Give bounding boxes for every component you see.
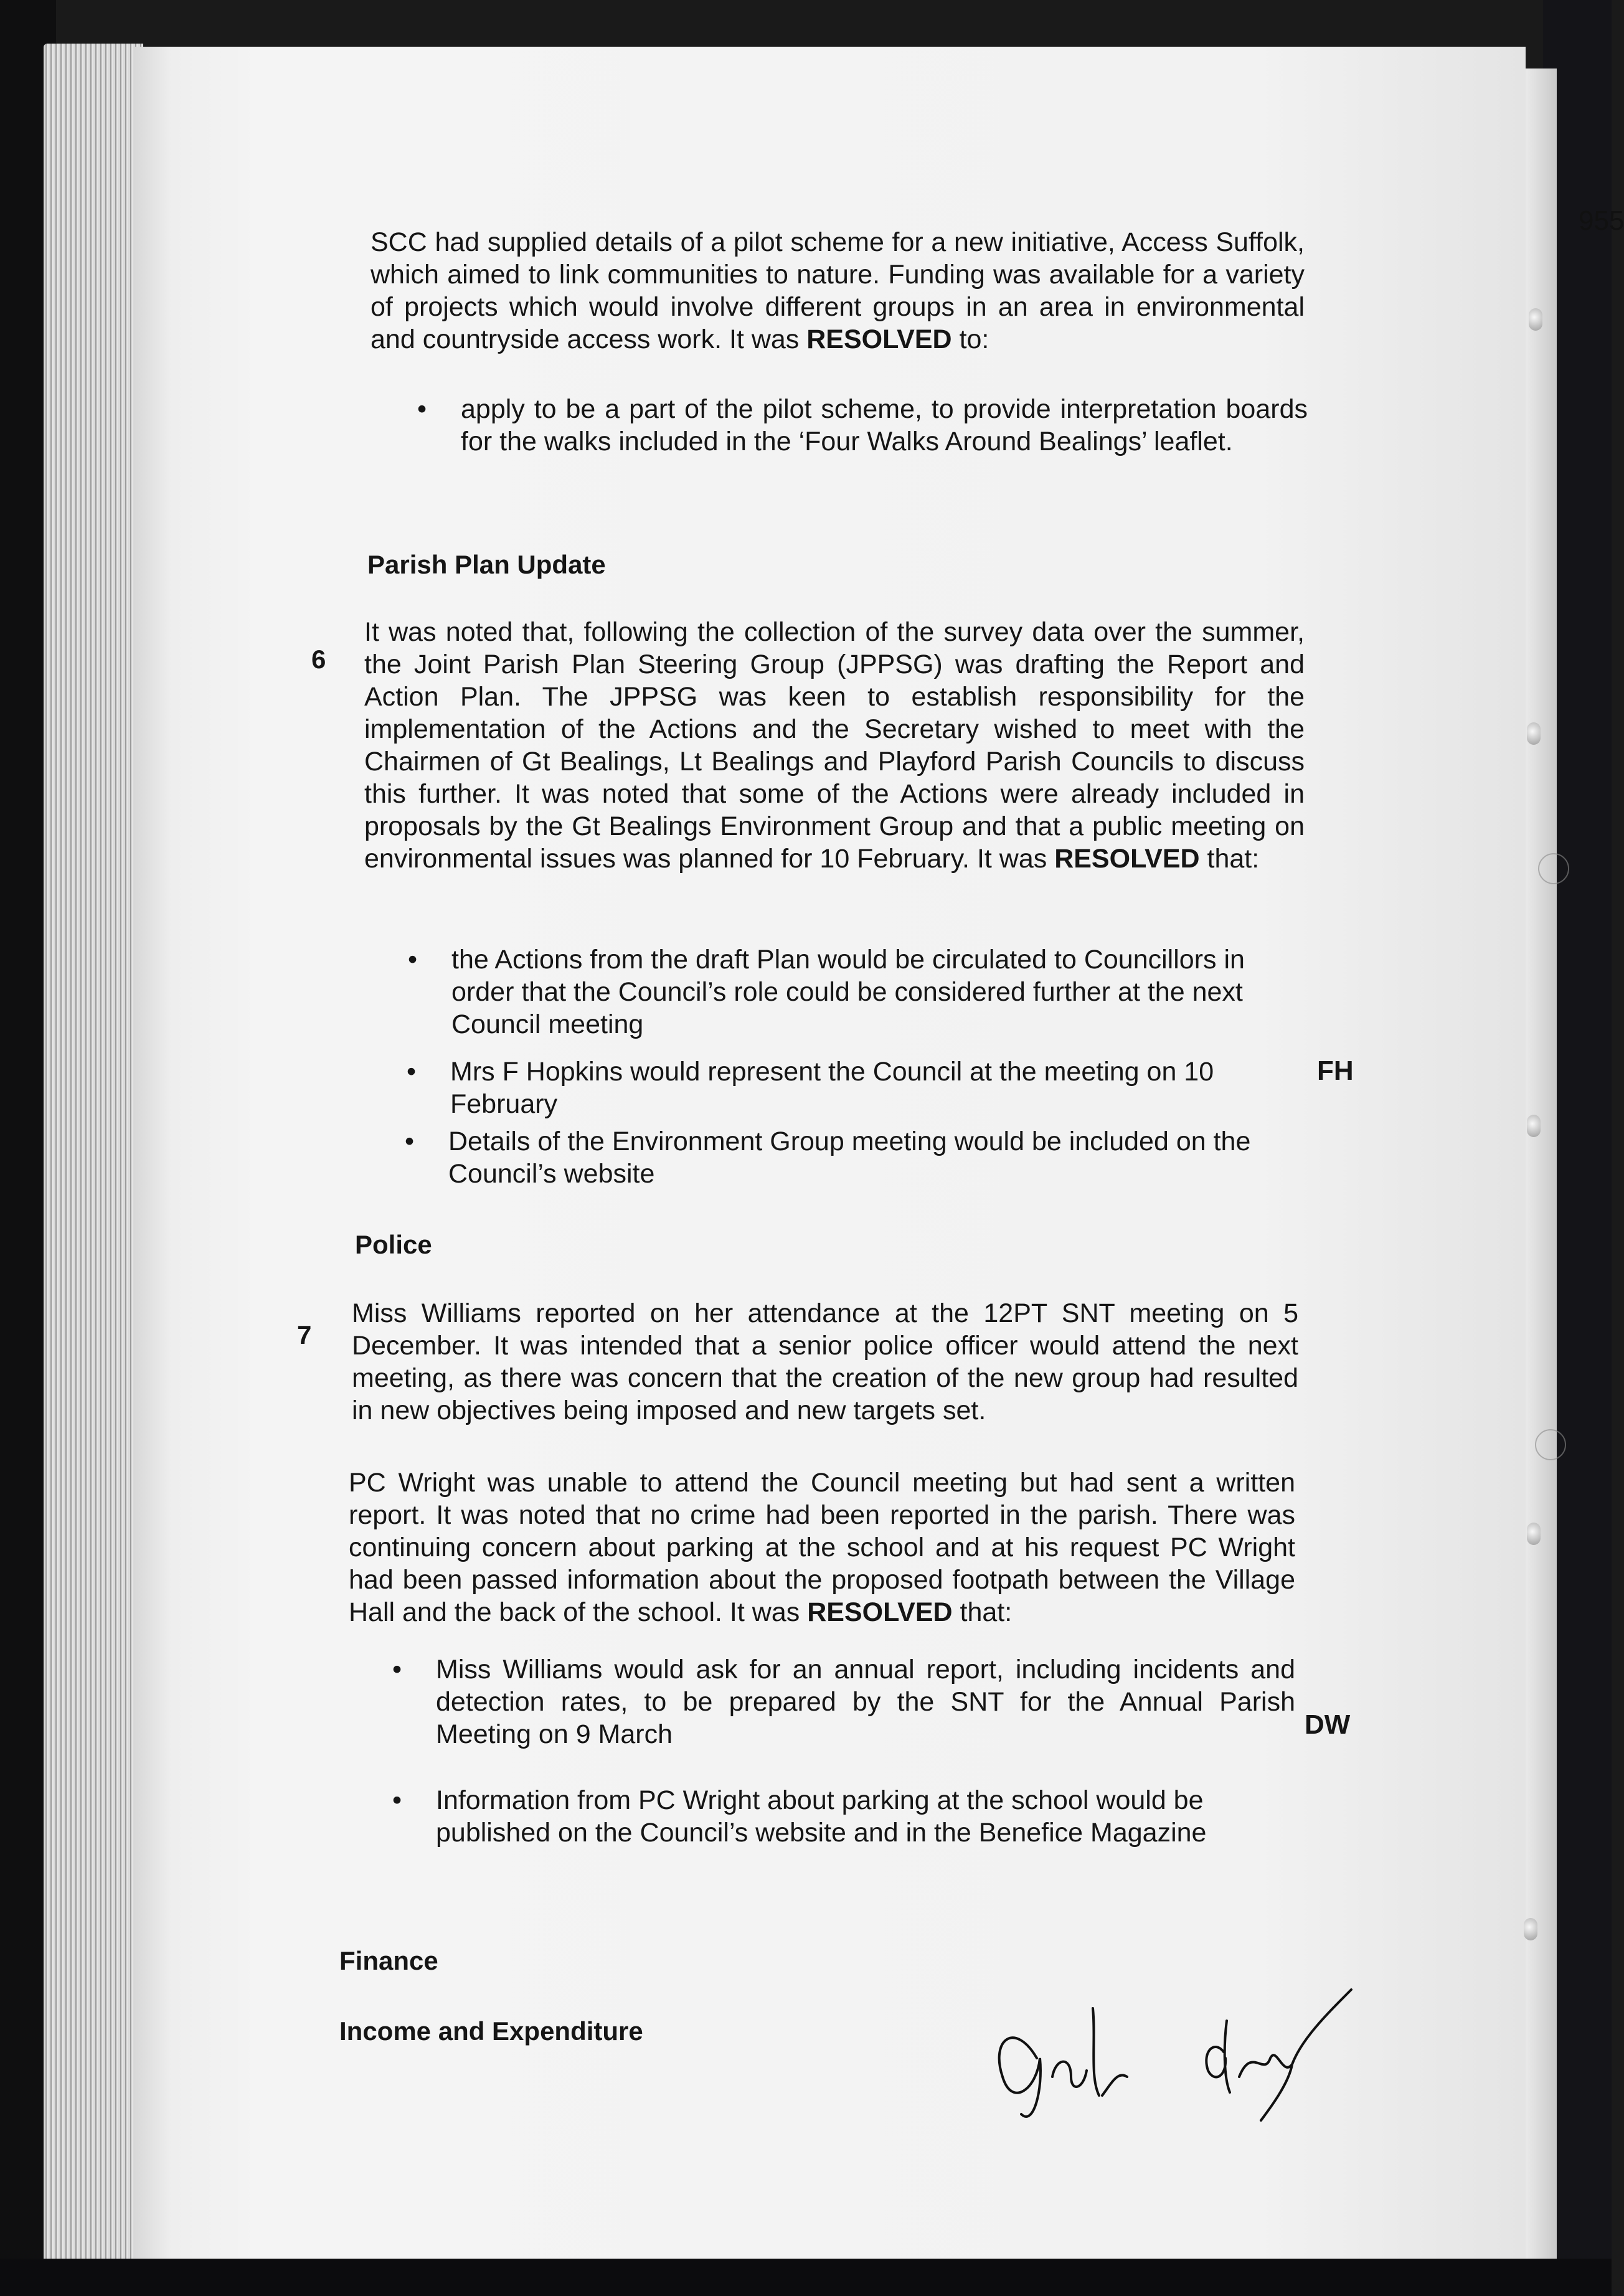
police-paragraph-2	[349, 1467, 1295, 1628]
parish-plan-item-number: 6	[311, 645, 326, 674]
police-resolved-word: RESOLVED	[807, 1597, 953, 1627]
document-page	[134, 47, 1624, 2282]
parish-plan-resolved-word: RESOLVED	[1054, 844, 1200, 874]
parish-plan-text: It was noted that, following the collection of the survey data over the summer, the Joint Parish Plan Steering Group (JPPSG) was drafting the Report and Action Plan. The JPPSG was keen to establish responsibility for the implementation of the Actions and the Secretary wished to meet with the Chairmen of Gt Bealings, Lt Bealings and Playford Parish Councils to discuss this further. It was noted that some of the Actions were already included in proposals by the Gt Bealings Environment Group and that a public meeting on environmental issues was planned for 10 February. It was	[364, 617, 1305, 874]
parish-plan-bullet-3: • Details of the Environment Group meeting would be included on the Council’s website	[448, 1125, 1308, 1190]
binder-ring	[1535, 1429, 1566, 1460]
parish-plan-bullet-1: • the Actions from the draft Plan would be circulated to Councillors in order that the Council’s role could be considered further at the next Council meeting	[451, 943, 1311, 1041]
intro-paragraph	[371, 226, 1305, 356]
binder-bottom-edge	[0, 2259, 1612, 2296]
finance-heading: Finance	[339, 1946, 438, 1975]
income-expenditure-heading: Income and Expenditure	[339, 2016, 643, 2046]
binder-hole	[1527, 1115, 1541, 1137]
police-heading: Police	[355, 1230, 432, 1259]
intro-resolved-tail: to:	[959, 324, 989, 354]
intro-text: SCC had supplied details of a pilot scheme for a new initiative, Access Suffolk, which aimed to link communities to nature. Funding was available for a variety of projects which would involve different groups in an area in environmental and countryside access work. It was	[371, 227, 1305, 354]
police-paragraph-1: Miss Williams reported on her attendance at the 12PT SNT meeting on 5 December. It was intended that a senior police officer would attend the next meeting, as there was concern that the creation of the new group had resulted in new objectives being imposed and new targets set.	[352, 1298, 1298, 1425]
intro-resolved-word: RESOLVED	[806, 324, 952, 354]
police-action-initials: DW	[1305, 1709, 1351, 1740]
parish-plan-heading: Parish Plan Update	[367, 550, 606, 579]
page-number: 955	[1579, 206, 1624, 236]
police-item-number: 7	[297, 1320, 312, 1349]
binder-hole	[1524, 1918, 1537, 1940]
binder-ring	[1538, 853, 1569, 884]
binder-hole	[1529, 308, 1542, 331]
handwritten-signature	[978, 1983, 1414, 2133]
police-bullet-1: • Miss Williams would ask for an annual report, including incidents and detection rates, to be prepared by the SNT for the Annual Parish Meeting on 9 March	[436, 1653, 1295, 1750]
police-resolved-tail: that:	[960, 1597, 1013, 1627]
binder-hole	[1527, 722, 1541, 745]
parish-plan-paragraph	[364, 616, 1305, 875]
parish-plan-bullet-2: • Mrs F Hopkins would represent the Council at the meeting on 10 February	[450, 1056, 1310, 1120]
binder-hole	[1527, 1523, 1541, 1545]
police-text-2: PC Wright was unable to attend the Council meeting but had sent a written report. It was noted that no crime had been reported in the parish. There was continuing concern about parking at the school and at his request PC Wright had been passed information about the proposed footpath between the Village Hall and the back of the school. It was	[349, 1468, 1295, 1627]
parish-plan-action-initials: FH	[1317, 1056, 1354, 1086]
page-stack-edges	[44, 44, 143, 2273]
parish-plan-resolved-tail: that:	[1207, 844, 1260, 874]
intro-bullet: • apply to be a part of the pilot scheme, to provide interpretation boards for the walks included in the ‘Four Walks Around Bealings’ leaflet.	[461, 393, 1308, 458]
police-bullet-2: • Information from PC Wright about parking at the school would be published on the Council’s website and in the Benefice Magazine	[436, 1784, 1295, 1849]
